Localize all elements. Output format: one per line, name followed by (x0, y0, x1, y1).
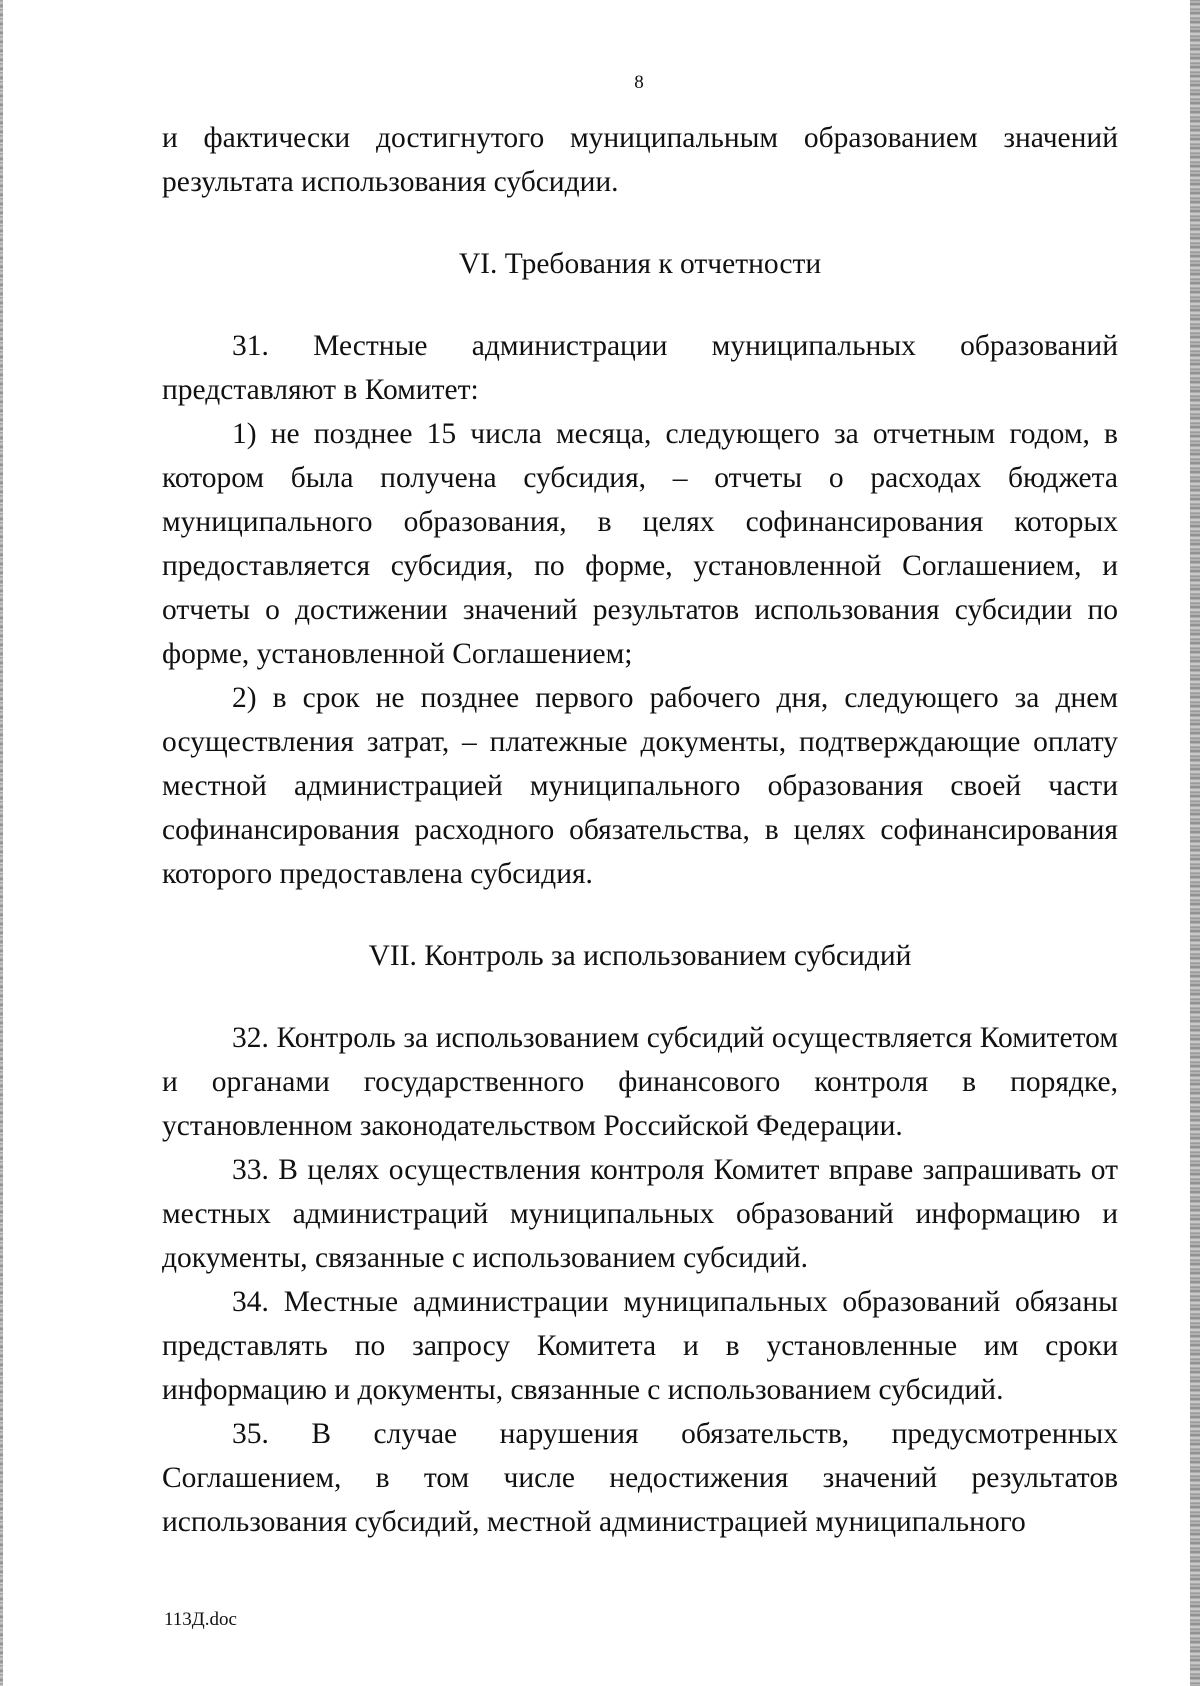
paragraph-continuation: и фактически достигнутого муниципальным образованием значений результата использования субсидии. (162, 122, 1118, 198)
section-heading-vii: VII. Контроль за использованием субсидий (368, 940, 912, 972)
paragraph-35: 35. В случае нарушения обязательств, предусмотренных Соглашением, в том числе недостижения значений результатов использования субсидий, местной администрацией муниципального (162, 1418, 1118, 1538)
paragraph-33: 33. В целях осуществления контроля Комитет вправе запрашивать от местных администраций муниципальных образований информацию и документы, связанные с использованием субсидий. (162, 1154, 1118, 1274)
paragraph-31-item-1: 1) не позднее 15 числа месяца, следующего за отчетным годом, в котором была получена субсидия, – отчеты о расходах бюджета муниципального образования, в целях софинансирования которых предоставляется субсидия, по форме, установленной Соглашением, и отчеты о достижении значений результатов использования субсидии по форме, установленной Соглашением; (162, 418, 1118, 670)
document-filename: 113Д.doc (164, 1609, 237, 1630)
page-number: 8 (634, 72, 644, 93)
paragraph-31: 31. Местные администрации муниципальных образований представляют в Комитет: (162, 330, 1118, 406)
paragraph-32: 32. Контроль за использованием субсидий осуществляется Комитетом и органами государственного финансового контроля в порядке, установленном законодательством Российской Федерации. (162, 1022, 1118, 1142)
section-heading-vi: VI. Требования к отчетности (458, 248, 822, 280)
scan-edge-left (0, 0, 3, 1686)
scan-edge-right (1190, 0, 1200, 1686)
paragraph-31-item-2: 2) в срок не позднее первого рабочего дня, следующего за днем осуществления затрат, – платежные документы, подтверждающие оплату местной администрацией муниципального образования своей части софинансирования расходного обязательства, в целях софинансирования которого предоставлена субсидия. (162, 682, 1118, 890)
document-body (162, 116, 1118, 1544)
paragraph-34: 34. Местные администрации муниципальных образований обязаны представлять по запросу Комитета и в установленные им сроки информацию и документы, связанные с использованием субсидий. (162, 1286, 1118, 1406)
